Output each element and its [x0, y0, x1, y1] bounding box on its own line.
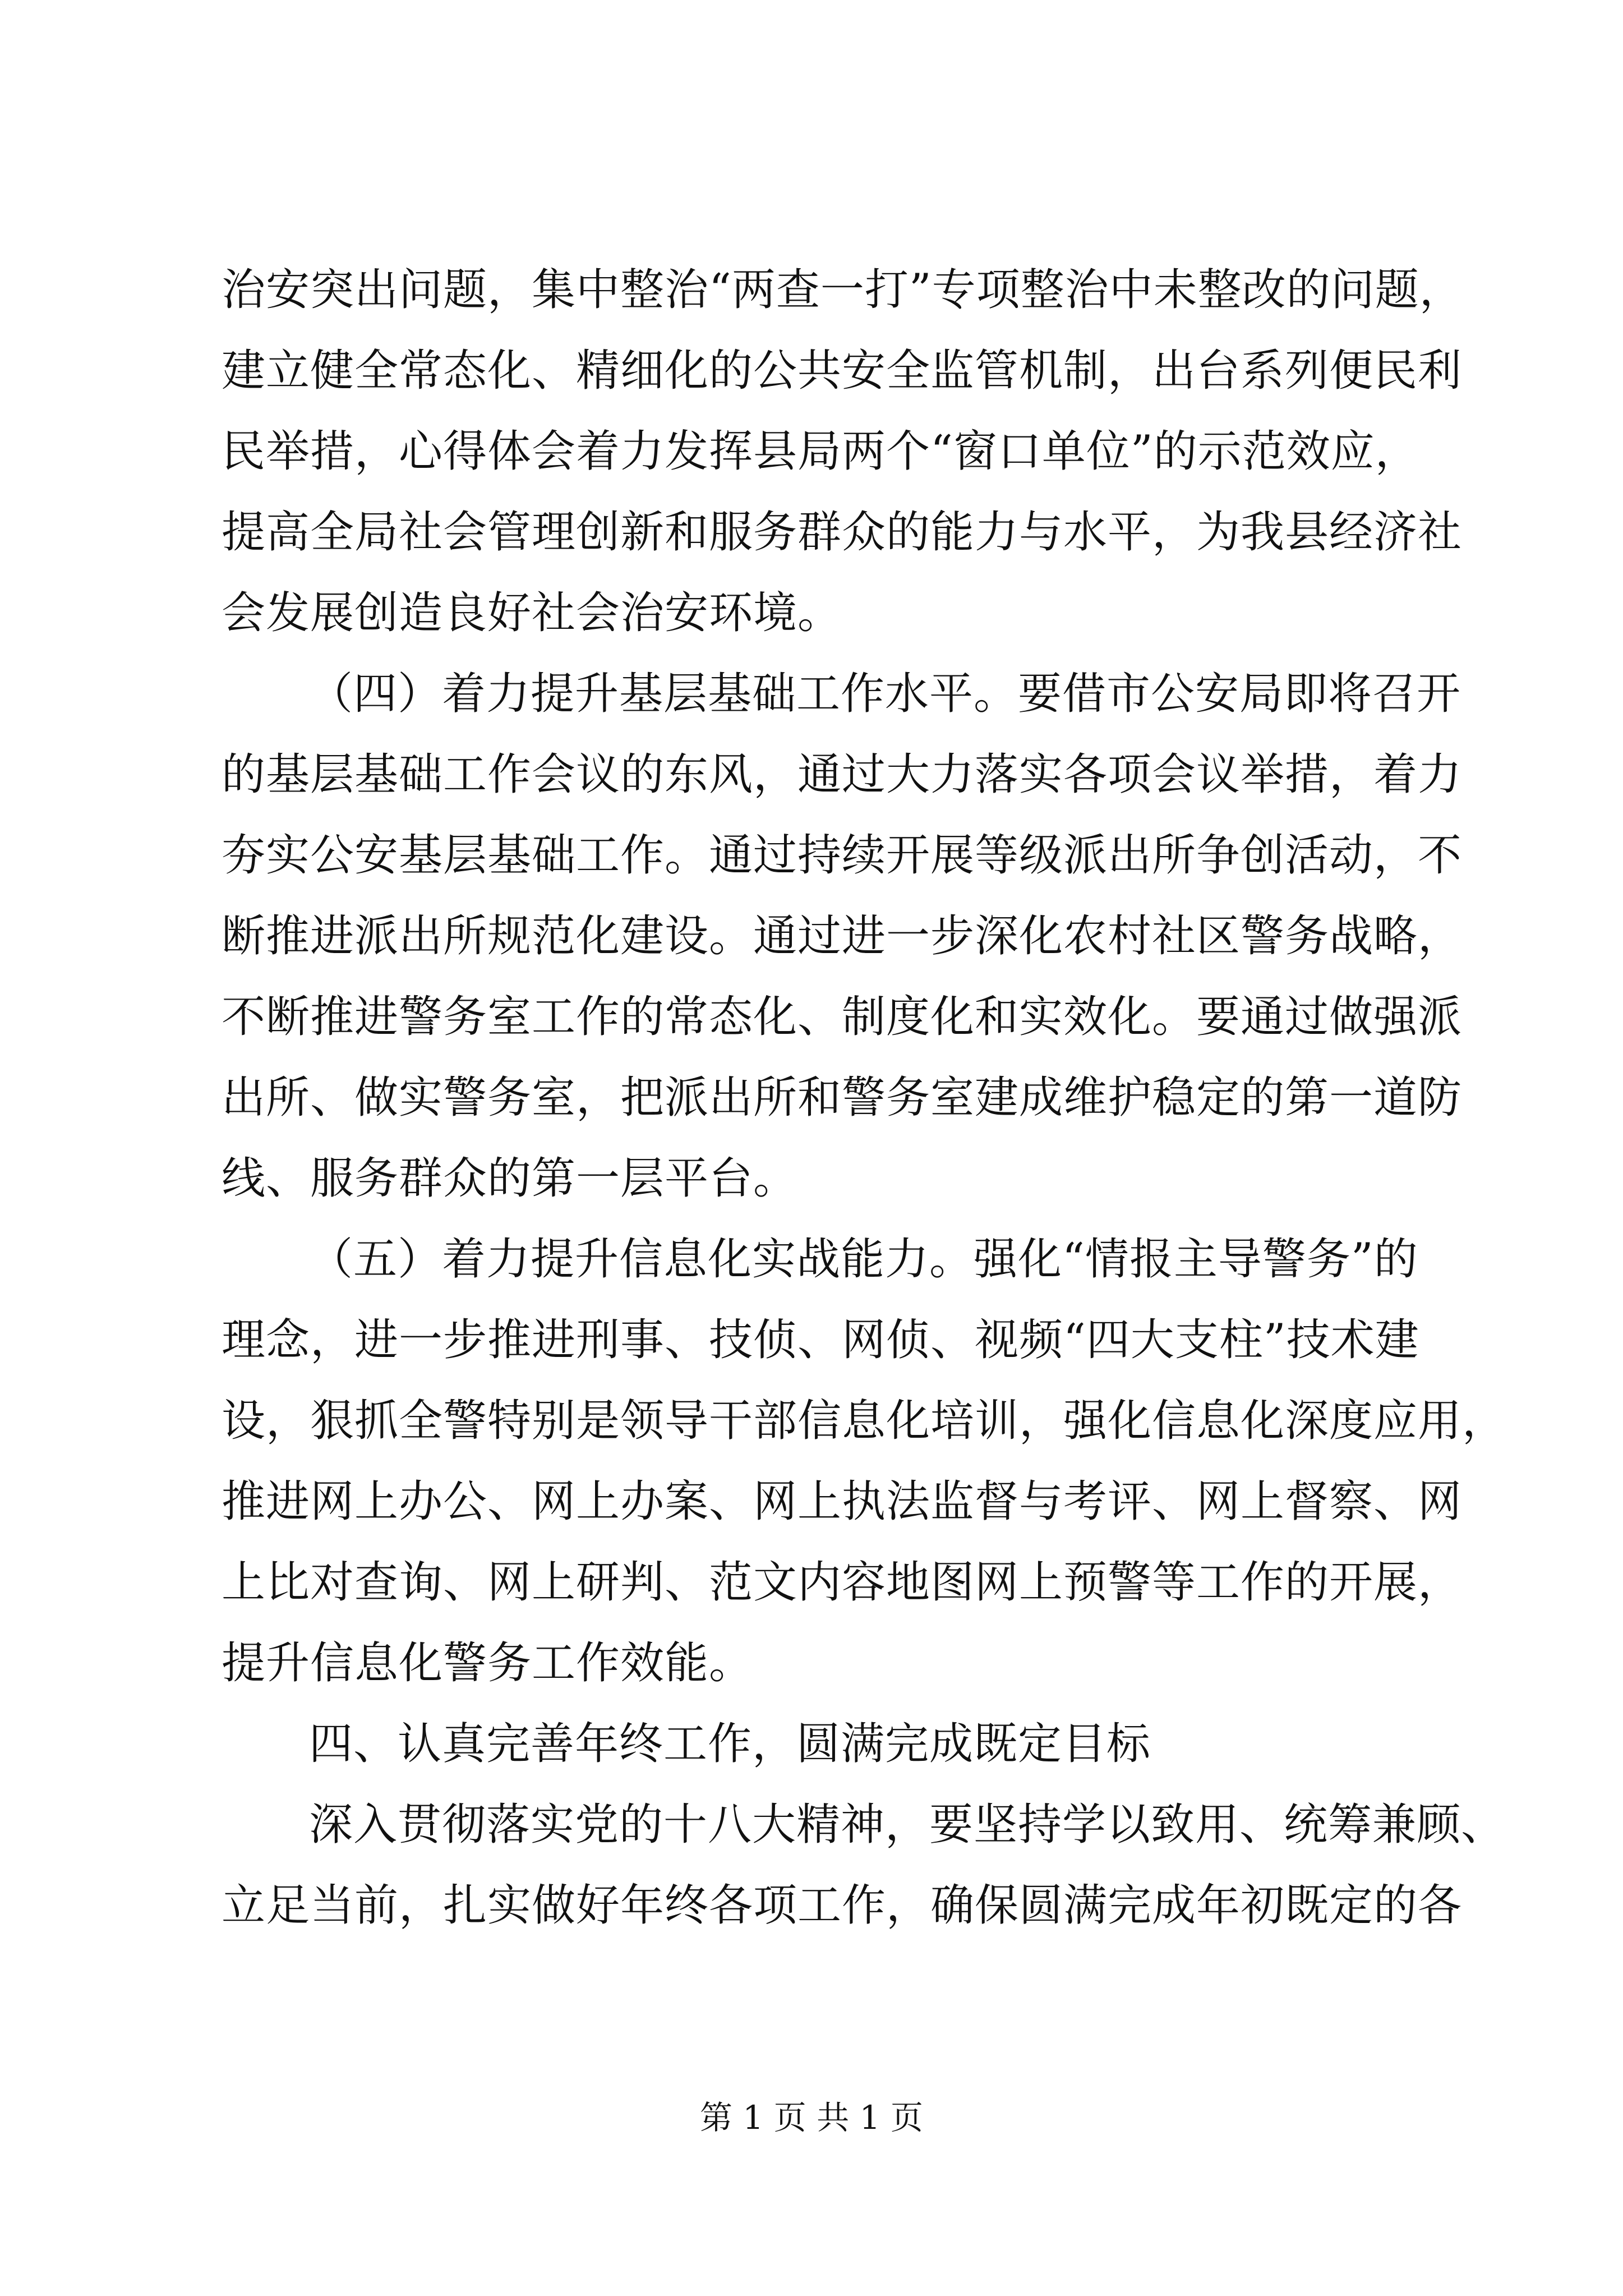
- text-line: 深入贯彻落实党的十八大精神，要坚持学以致用、统筹兼顾、: [309, 1800, 1506, 1850]
- text-line: 出所、做实警务室，把派出所和警务室建成维护稳定的第一道防: [222, 1073, 1463, 1123]
- page-footer: 第 1 页 共 1 页: [700, 2099, 923, 2137]
- text-line: 设，狠抓全警特别是领导干部信息化培训，强化信息化深度应用，: [222, 1396, 1507, 1446]
- document-body: [222, 250, 1507, 1946]
- text-line: 提高全局社会管理创新和服务群众的能力与水平，为我县经济社: [222, 507, 1463, 558]
- text-line: 不断推进警务室工作的常态化、制度化和实效化。要通过做强派: [222, 992, 1463, 1042]
- text-line: 推进网上办公、网上办案、网上执法监督与考评、网上督察、网: [222, 1476, 1463, 1527]
- text-line: 上比对查询、网上研判、范文内容地图网上预警等工作的开展，: [222, 1557, 1463, 1608]
- section-title: 四、认真完善年终工作，圆满完成既定目标: [309, 1719, 1151, 1769]
- text-line: 夯实公安基层基础工作。通过持续开展等级派出所争创活动，不: [222, 830, 1463, 881]
- text-line: 建立健全常态化、精细化的公共安全监管机制，出台系列便民利: [222, 346, 1463, 396]
- section-heading-line: （四）着力提升基层基础工作水平。要借市公安局即将召开: [309, 669, 1461, 719]
- text-line: 治安突出问题，集中整治“两查一打”专项整治中未整改的问题，: [222, 265, 1464, 315]
- text-line: 线、服务群众的第一层平台。: [222, 1153, 798, 1204]
- section-heading-line: （五）着力提升信息化实战能力。强化“情报主导警务”的: [309, 1234, 1418, 1285]
- text-line: 理念，进一步推进刑事、技侦、网侦、视频“四大支柱”技术建: [222, 1315, 1419, 1365]
- text-line: 断推进派出所规范化建设。通过进一步深化农村社区警务战略，: [222, 911, 1463, 961]
- text-line: 会发展创造良好社会治安环境。: [222, 588, 842, 638]
- text-line: 的基层基础工作会议的东风，通过大力落实各项会议举措，着力: [222, 749, 1463, 800]
- text-line: 提升信息化警务工作效能。: [222, 1638, 754, 1688]
- text-line: 立足当前，扎实做好年终各项工作，确保圆满完成年初既定的各: [222, 1880, 1463, 1931]
- text-line: 民举措，心得体会着力发挥县局两个“窗口单位”的示范效应，: [222, 426, 1419, 477]
